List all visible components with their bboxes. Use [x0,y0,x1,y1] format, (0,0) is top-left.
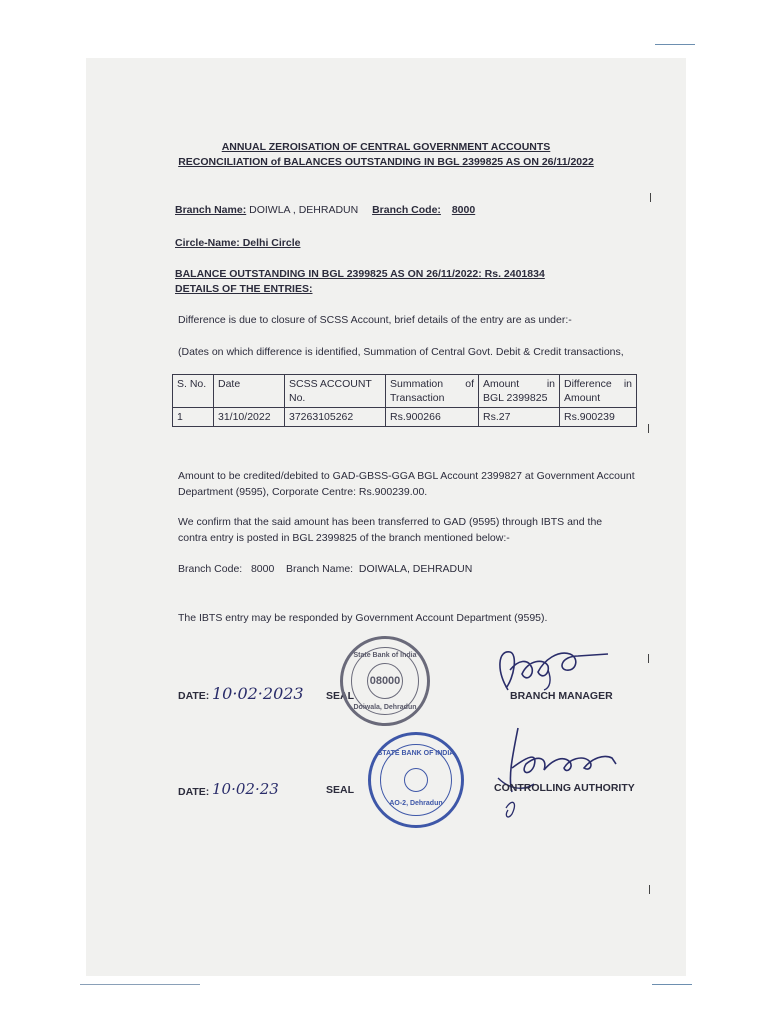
seal2-top-text: STATE BANK OF INDIA [377,750,455,757]
seal1-bottom-text: Doiwala, Dehradun [353,704,417,711]
seal-label-1: SEAL [326,690,355,702]
branch-line: Branch Code: 8000 Branch Name: DOIWALA, DEHRADUN [178,563,473,575]
col-summation-a: Summation [390,378,444,390]
cell-amount: Rs.27 [479,408,560,427]
controlling-authority-signature [478,718,628,828]
branch-seal-stamp [340,636,430,726]
details-heading: DETAILS OF THE ENTRIES: [175,283,313,295]
credit-line-1: Amount to be credited/debited to GAD-GBSS-GGA BGL Account 2399827 at Government Account [178,470,635,482]
col-summation-b: of [465,378,474,390]
branch-manager-label: BRANCH MANAGER [510,690,613,702]
document-title: ANNUAL ZEROISATION OF CENTRAL GOVERNMENT ACCOUNTS [221,141,551,153]
cell-date: 31/10/2022 [214,408,285,427]
col-summation [386,375,479,408]
dates-note: (Dates on which difference is identified, Summation of Central Govt. Debit & Credit transactions, [178,346,624,358]
branch-code-value: 8000 [451,204,476,216]
balance-outstanding: BALANCE OUTSTANDING IN BGL 2399825 AS ON 26/11/2022: Rs. 2401834 [175,268,545,280]
col-sno: S. No. [173,375,214,408]
col-difference [560,375,637,408]
document-subtitle: RECONCILIATION of BALANCES OUTSTANDING IN BGL 2399825 AS ON 26/11/2022 [178,156,594,168]
seal-label-2: SEAL [326,784,355,796]
branch-code-label: Branch Code: [372,204,441,216]
branch-name-label: Branch Name: [175,204,247,216]
branch-name-value: DOIWLA , DEHRADUN [249,204,359,216]
difference-note: Difference is due to closure of SCSS Account, brief details of the entry are as under:- [178,314,572,326]
cell-account: 37263105262 [285,408,386,427]
table-header-row [173,375,637,408]
col-date: Date [214,375,285,408]
cell-difference: Rs.900239 [560,408,637,427]
date-label-1: DATE: [178,690,210,702]
table-row [173,408,637,427]
cell-summation: Rs.900266 [386,408,479,427]
controlling-authority-seal-stamp [368,732,464,828]
col-amount-b: in [546,378,555,390]
cell-sno: 1 [173,408,214,427]
col-account: SCSS ACCOUNT No. [285,375,386,408]
col-amount-a: Amount [483,378,520,390]
scan-edge-bottom-left [80,984,200,985]
handwritten-date-1: 10·02·2023 [212,684,304,703]
col-difference-a: Difference [564,378,612,390]
seal2-mid-text: AO-2, Dehradun [389,800,443,807]
seal1-top-text: State Bank of India [353,652,417,659]
col-summation-c: Transaction [390,392,445,404]
scan-mark [648,654,649,663]
ibts-line: The IBTS entry may be responded by Government Account Department (9595). [178,612,548,624]
credit-line-2: Department (9595), Corporate Centre: Rs.900239.00. [178,486,428,498]
scan-mark [649,885,650,894]
confirm-line-1: We confirm that the said amount has been transferred to GAD (9595) through IBTS and the [178,516,603,528]
branch-info [175,204,475,216]
controlling-authority-label: CONTROLLING AUTHORITY [494,782,635,794]
circle-name: Circle-Name: Delhi Circle [175,237,301,249]
scan-mark [650,193,651,202]
seal1-code: 08000 [367,663,403,699]
scan-edge-bottom-right [652,984,692,985]
col-difference-b: in [623,378,632,390]
col-difference-c: Amount [564,392,601,404]
scan-mark [648,424,649,433]
handwritten-date-2: 10·02·23 [212,780,279,798]
confirm-line-2: contra entry is posted in BGL 2399825 of the branch mentioned below:- [178,532,510,544]
col-amount [479,375,560,408]
scan-edge-top [655,44,695,45]
col-amount-c: BGL 2399825 [483,392,548,404]
date-label-2: DATE: [178,786,210,798]
entries-table [172,374,637,427]
